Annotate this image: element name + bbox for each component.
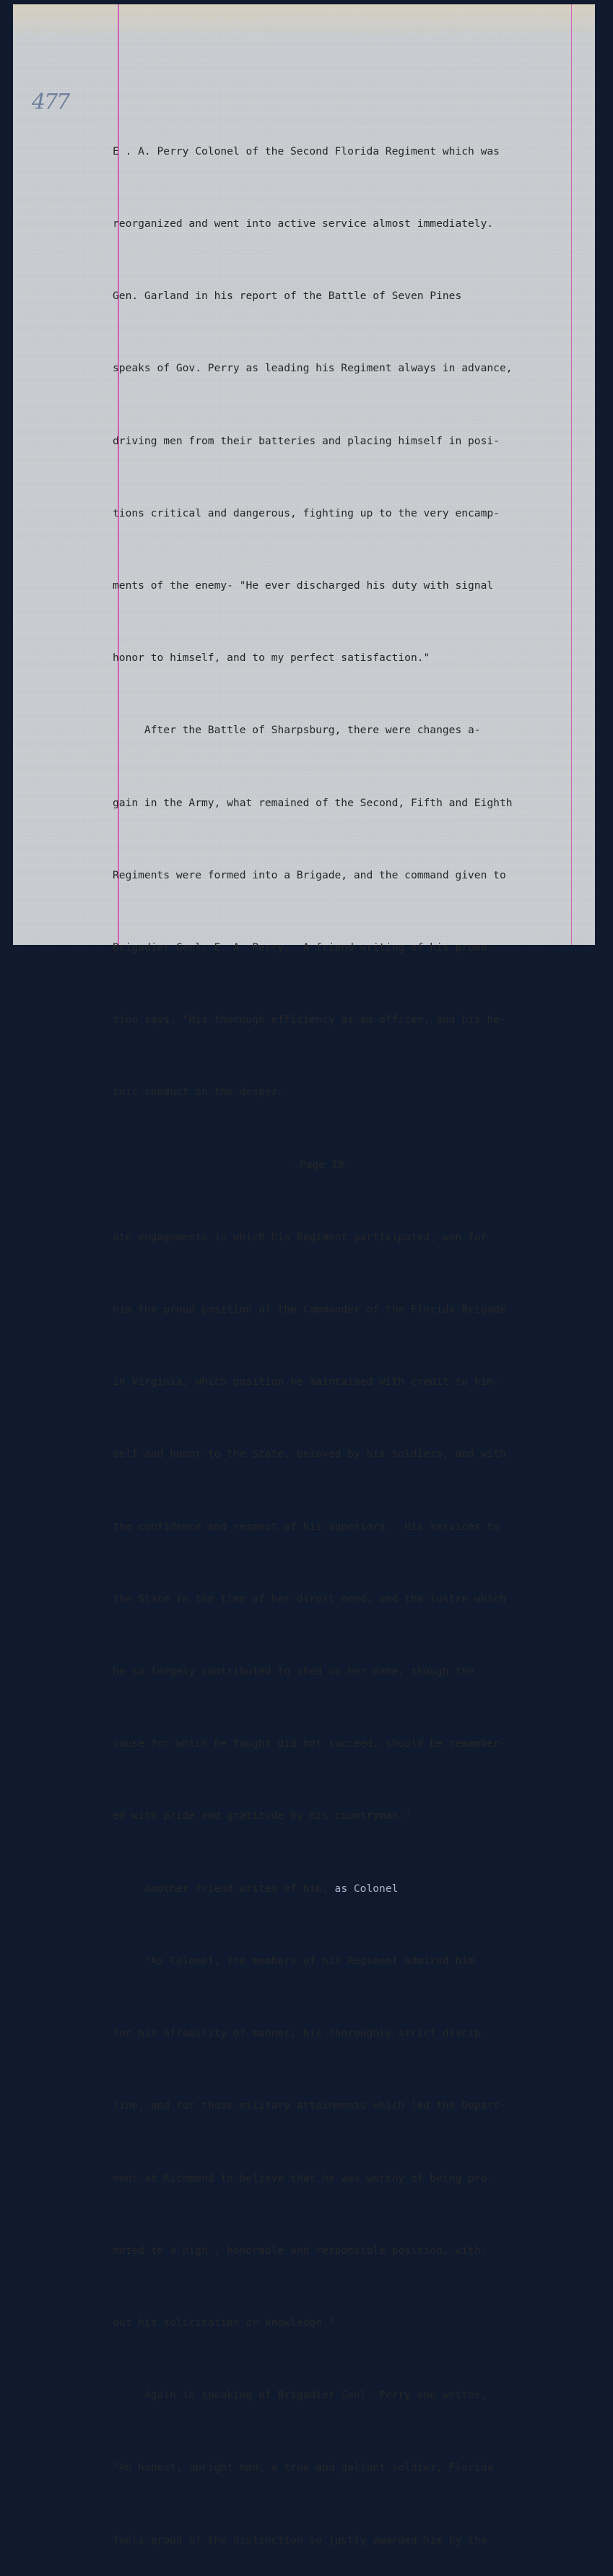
text-line: reorganized and went into active service almost immediately. [113,217,494,230]
text-line: line, and for those military attainments which led the Depart- [113,2099,506,2112]
text-line: self and honor to the State, beloved by his soldiers, and with [113,1448,506,1461]
text-line: driving men from their batteries and placing himself in posi- [113,434,500,447]
text-line: ate engagements in which his Regiment participated, won for [113,1230,487,1243]
text-line: cause for which he fought did not succeed, should be remember- [113,1737,506,1750]
text-line: for his affability of manner, his thoroughly strict discip- [113,2027,487,2040]
text-line: Gen. Garland in his report of the Battle of Seven Pines [113,290,462,303]
text-line: the confidence and respect of his superiors. His services to [113,1520,500,1533]
text-line: gain in the Army, what remained of the Second, Fifth and Eighth [113,796,513,809]
text-line: moted to a high , honorable and responsible position, with- [113,2244,487,2257]
text-line: tion says, "His thorough efficiency as an officer, and his he- [113,1013,506,1026]
text-line: Brigadier Genl. E. A. Perry. A friend writing of his promo- [113,941,494,954]
text-line: "An honest, upright man, a true and gallant soldier, Florida [113,2461,494,2474]
text-line-with-strikeout [113,1877,575,1901]
text-line: After the Battle of Sharpsburg, there were changes a- [113,724,481,737]
page-number-marker: -Page 19- [293,1158,351,1171]
text-line: roic conduct in the desper- [113,1086,284,1099]
text-line: ment at Richmond to believe that he was worthy of being pro- [113,2171,494,2184]
text-line: ed with pride and gratitude by his countryman." [113,1810,411,1823]
text-line: honor to himself, and to my perfect satisfaction." [113,652,430,665]
folio-number: 477 [32,90,69,115]
text-line: him the proud position of the Commander of the Florida Brigade [113,1303,506,1316]
text-line: in Virginia, which position he maintained with credit to him- [113,1375,500,1388]
text-line: Regiments were formed into a Brigade, and the command given to [113,868,506,881]
typed-text-body [113,91,575,2576]
text-line: feels proud of the distinction so justly awarded him by the [113,2533,487,2546]
text-line: E . A. Perry Colonel of the Second Florida Regiment which was [113,144,500,157]
text-line: Another friend writes of him, [113,1882,335,1895]
text-line: Again in speaking of Brigadier Genl. Perry one writes, [113,2389,487,2402]
paper-stain [13,4,595,38]
text-line: speaks of Gov. Perry as leading his Regiment always in advance, [113,362,513,375]
text-line: out his solicitation or knowledge." [113,2316,335,2329]
text-line: the State in the time of her direst need, and the lustre which [113,1592,506,1605]
text-line: he so largely contributed to shed on her name, though the [113,1665,474,1678]
text-line: tions critical and dangerous, fighting up to the very encamp- [113,506,500,519]
text-line: ments of the enemy- "He ever discharged his duty with signal [113,579,494,592]
struck-text: as Colonel [334,1882,399,1895]
text-line: "As Colonel, the members of his Regiment admired him [113,1954,474,1967]
